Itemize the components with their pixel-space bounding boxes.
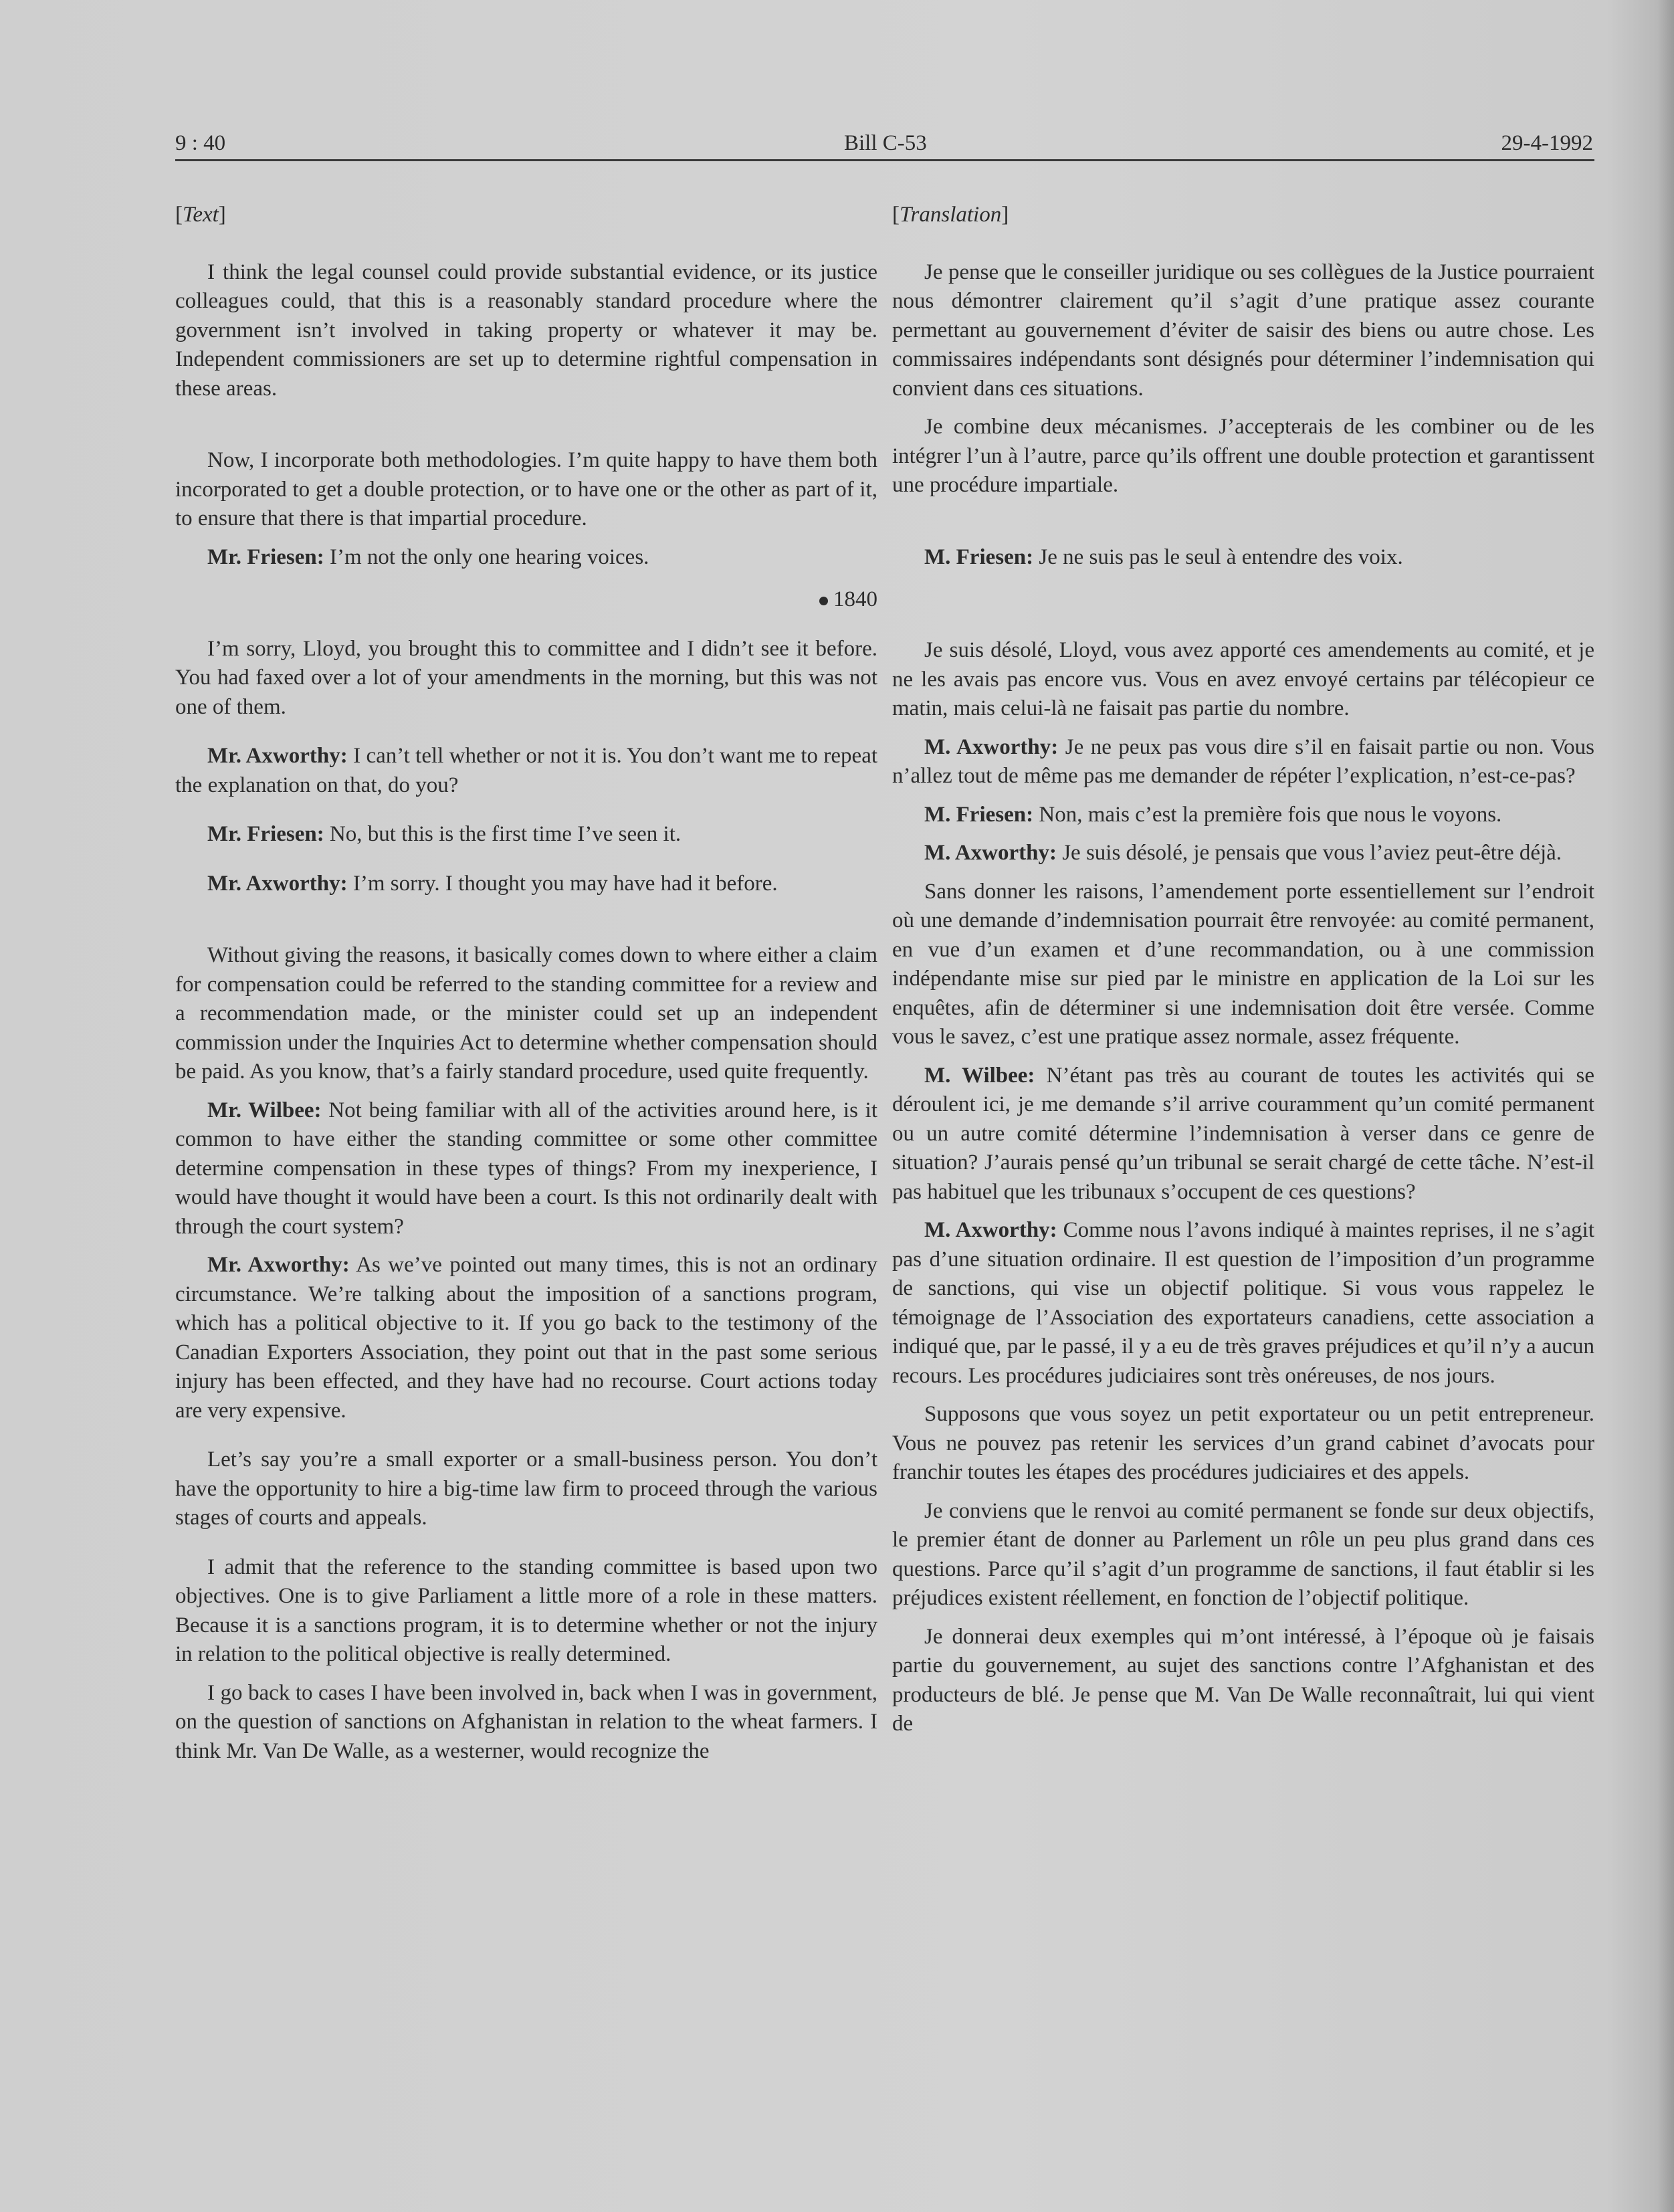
timestamp <box>175 585 877 615</box>
paragraph <box>892 801 1594 830</box>
speaker-name: M. Friesen: <box>924 802 1034 827</box>
speaker-name: M. Friesen: <box>924 544 1034 569</box>
paragraph <box>175 820 877 849</box>
speaker-name: M. Axworthy: <box>924 1218 1057 1242</box>
paragraph-text: I’m sorry. I thought you may have had it before. <box>352 871 778 896</box>
paragraph-text: Supposons que vous soyez un petit exportateur ou un petit entrepreneur. Vous ne pouvez pas retenir les services d’un grand cabinet d’avocats pour franchir toutes les étapes des procédures judiciaires et des appels. <box>892 1402 1594 1484</box>
paragraph-text: No, but this is the first time I’ve seen it. <box>329 822 682 846</box>
paragraph-text: Je combine deux mécanismes. J’accepterais de les combiner ou de les intégrer l’un à l’autre, parce qu’ils offrent une double protection et garantissent une procédure impartiale. <box>892 415 1594 497</box>
paragraph-text: I’m not the only one hearing voices. <box>329 544 649 569</box>
paragraph-text: As we’ve pointed out many times, this is not an ordinary circumstance. We’re talking about the imposition of a sanctions program, which has a political objective to it. If you go back to the testimony of the Canadian Exporters Association, they point out that in the past some serious injury has been effected, and they have had no recourse. Court actions today are very expensive. <box>175 1253 877 1423</box>
page-header <box>175 126 1593 159</box>
paragraph <box>892 1062 1594 1207</box>
paragraph <box>892 839 1594 868</box>
timestamp-text: 1840 <box>833 587 877 611</box>
meeting-date: 29-4-1992 <box>1501 131 1593 155</box>
paragraph <box>892 258 1594 404</box>
language-label: [Translation] <box>892 203 1009 227</box>
paragraph-text: Je pense que le conseiller juridique ou ses collègues de la Justice pourraient nous démontrer clairement qu’il s’agit d’une pratique assez courante permettant au gouvernement d’éviter de saisir des biens ou autre chose. Les commissaires indépendants sont désignés pour déterminer l’indemnisation qui convient dans ces situations. <box>892 260 1594 401</box>
speaker-name: M. Wilbee: <box>924 1063 1035 1088</box>
paragraph-text: I go back to cases I have been involved in, back when I was in government, on the question of sanctions on Afghanistan in relation to the wheat farmers. I think Mr. Van De Walle, as a westerner, would recognize the <box>175 1680 877 1763</box>
paragraph <box>892 1497 1594 1613</box>
paragraph <box>175 1679 877 1767</box>
paragraph <box>175 1251 877 1425</box>
paragraph <box>892 878 1594 1052</box>
paragraph-text: I admit that the reference to the standing committee is based upon two objectives. One is to give Parliament a little more of a role in these matters. Because it is a sanctions program, it is to determine whether or not the injury in relation to the political objective is really determined. <box>175 1554 877 1666</box>
paragraph <box>892 1623 1594 1739</box>
paragraph-text: Je suis désolé, Lloyd, vous avez apporté ces amendements au comité, et je ne les avais pas encore vus. Vous en avez envoyé certains par télécopieur ce matin, mais celui-là ne faisait pas partie du nombre. <box>892 638 1594 720</box>
paragraph <box>175 1096 877 1242</box>
paragraph-text: Je conviens que le renvoi au comité permanent se fonde sur deux objectifs, le premier étant de donner au Parlement un rôle un peu plus grand dans ces questions. Parce qu’il s’agit d’un programme de sanctions, il faut établir si les préjudices existent réellement, en fonction de l’objectif politique. <box>892 1498 1594 1610</box>
paragraph <box>175 1445 877 1533</box>
paragraph <box>175 635 877 722</box>
paragraph <box>892 733 1594 791</box>
speaker-name: Mr. Axworthy: <box>207 1253 350 1277</box>
paragraph <box>175 543 877 573</box>
paragraph-text: Je ne suis pas le seul à entendre des voix. <box>1039 544 1403 569</box>
paragraph <box>892 413 1594 500</box>
paragraph <box>175 446 877 534</box>
speaker-name: Mr. Axworthy: <box>207 871 348 896</box>
speaker-name: Mr. Friesen: <box>207 822 324 846</box>
paragraph-text: N’étant pas très au courant de toutes les activités qui se déroulent ici, je me demande s’il arrive couramment qu’un comité permanent ou un autre comité détermine l’indemnisation à verser dans ce genre de situation? J’aurais pensé qu’un tribunal se serait chargé de cette tâche. N’est-il pas habituel que les tribunaux s’occupent de ces questions? <box>892 1063 1594 1204</box>
speaker-name: Mr. Axworthy: <box>207 744 348 768</box>
paragraph-text: Not being familiar with all of the activities around here, is it common to have either the standing committee or some other committee determine compensation in these types of things? From my inexperience, I would have thought it would have been a court. Is this not ordinarily dealt with through the court system? <box>175 1098 877 1239</box>
language-label-text: Text <box>183 203 219 227</box>
paragraph-text: Let’s say you’re a small exporter or a small-business person. You don’t have the opportunity to hire a big-time law firm to proceed through the various stages of courts and appeals. <box>175 1447 877 1530</box>
paragraph <box>175 742 877 800</box>
header-rule <box>175 159 1594 161</box>
paragraph-text: I’m sorry, Lloyd, you brought this to committee and I didn’t see it before. You had faxed over a lot of your amendments in the morning, but this was not one of them. <box>175 636 877 719</box>
paragraph-text: I think the legal counsel could provide substantial evidence, or its justice colleagues could, that this is a reasonably standard procedure where the government isn’t involved in taking property or whatever it may be. Independent commissioners are set up to determine rightful compensation in these areas. <box>175 260 877 401</box>
speaker-name: M. Axworthy: <box>924 841 1057 865</box>
paragraph <box>175 258 877 404</box>
paragraph-text: Non, mais c’est la première fois que nous le voyons. <box>1039 802 1502 827</box>
paragraph <box>175 870 877 899</box>
paragraph-text: I can’t tell whether or not it is. You don’t want me to repeat the explanation on that, do you? <box>175 744 878 797</box>
paragraph <box>892 636 1594 724</box>
speaker-name: Mr. Friesen: <box>207 544 324 569</box>
bill-number: Bill C-53 <box>844 131 927 155</box>
paragraph-text: Comme nous l’avons indiqué à maintes reprises, il ne s’agit pas d’une situation ordinaire. Il est question de l’imposition d’un programme de sanctions, qui vise un objectif politique. Si vous vous rappelez le témoignage de l’Association des exportateurs canadiens, cette association a indiqué que, par le passé, il y a eu de très graves préjudices et qu’il n’y a aucun recours. Les procédures judiciaires sont très onéreuses, de nos jours. <box>892 1218 1595 1388</box>
french-column <box>892 201 1594 1739</box>
paragraph-text: Je ne peux pas vous dire s’il en faisait partie ou non. Vous n’allez tout de même pas me demander de répéter l’explication, n’est-ce-pas? <box>892 734 1594 788</box>
bullet-icon <box>819 597 828 605</box>
paragraph-text: Sans donner les raisons, l’amendement porte essentiellement sur l’endroit où une demande d’indemnisation pourrait être renvoyée: au comité permanent, en vue d’un examen et d’une recommandation, ou à une commission indépendante mise sur pied par le ministre en application de la Loi sur les enquêtes, afin de déterminer si une indemnisation doit être versée. Comme vous le savez, c’est une pratique assez normale, assez fréquente. <box>892 879 1594 1049</box>
paragraph <box>892 543 1594 573</box>
paragraph-text: Je donnerai deux exemples qui m’ont intéressé, à l’époque où je faisais partie du gouvernement, au sujet des sanctions contre l’Afghanistan et des producteurs de blé. Je pense que M. Van De Walle reconnaîtrait, lui qui vient de <box>892 1624 1594 1736</box>
paragraph-text: Now, I incorporate both methodologies. I’m quite happy to have them both incorporated to get a double protection, or to have one or the other as part of it, to ensure that there is that impartial procedure. <box>175 448 877 530</box>
language-label: [Text] <box>175 203 226 227</box>
paragraph <box>892 1400 1594 1488</box>
page-reference: 9 : 40 <box>175 131 226 155</box>
english-column <box>175 201 877 1766</box>
speaker-name: M. Axworthy: <box>924 734 1059 759</box>
paragraph-text: Je suis désolé, je pensais que vous l’aviez peut-être déjà. <box>1062 841 1562 865</box>
speaker-name: Mr. Wilbee: <box>207 1098 322 1122</box>
paragraph <box>175 941 877 1087</box>
paragraph <box>175 1553 877 1670</box>
paragraph-text: Without giving the reasons, it basically comes down to where either a claim for compensation could be referred to the standing committee for a review and a recommendation made, or the minister could set up an independent commission under the Inquiries Act to determine whether compensation should be paid. As you know, that’s a fairly standard procedure, used quite frequently. <box>175 943 877 1084</box>
paragraph <box>892 1216 1594 1391</box>
language-label-text: Translation <box>900 203 1002 227</box>
